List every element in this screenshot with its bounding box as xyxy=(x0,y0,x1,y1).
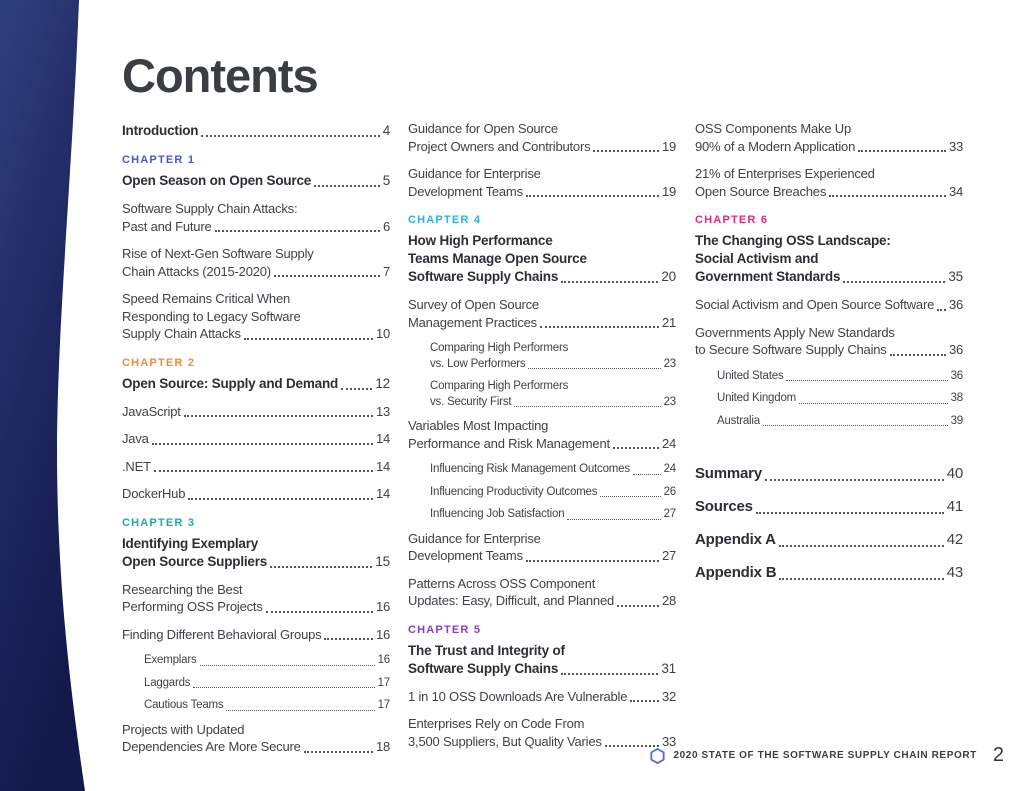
entry-page-number: 15 xyxy=(375,553,390,569)
toc-entry[interactable] xyxy=(408,688,676,706)
footer-page-number: 2 xyxy=(992,744,1004,766)
entry-page-number: 13 xyxy=(375,403,390,419)
toc-entry[interactable] xyxy=(122,535,390,571)
entry-title-line: Comparing High Performers xyxy=(430,380,569,392)
entry-title: Open Source Breaches xyxy=(695,183,827,199)
dot-leader xyxy=(858,150,946,152)
entry-title-line: Identifying Exemplary xyxy=(122,535,259,551)
entry-title: Performance and Risk Management xyxy=(408,435,610,451)
dot-leader xyxy=(526,560,659,562)
dot-leader xyxy=(779,578,943,580)
entry-title: Management Practices xyxy=(408,314,537,330)
entry-title-line: Rise of Next-Gen Software Supply xyxy=(122,246,314,261)
chapter-label: CHAPTER 3 xyxy=(122,516,196,529)
entry-page-number: 24 xyxy=(663,463,676,475)
entry-title: Influencing Productivity Outcomes xyxy=(430,485,598,498)
entry-title-line: Guidance for Enterprise xyxy=(408,166,541,181)
entry-title: Open Source Suppliers xyxy=(122,553,268,569)
dot-leader xyxy=(890,354,946,356)
entry-title: Development Teams xyxy=(408,548,523,563)
entry-page-number: 33 xyxy=(661,733,676,749)
column-spacer xyxy=(695,436,963,464)
dot-leader xyxy=(528,368,660,369)
toc-entry[interactable] xyxy=(122,403,390,421)
entry-page-number: 24 xyxy=(661,435,676,451)
entry-title-line: Software Supply Chain Attacks: xyxy=(122,201,298,216)
entry-title-line: 21% of Enterprises Experienced xyxy=(695,166,875,181)
dot-leader xyxy=(763,425,948,426)
entry-title: Influencing Job Satisfaction xyxy=(430,508,565,520)
entry-title: Software Supply Chains xyxy=(408,269,559,284)
toc-sub-entry[interactable] xyxy=(430,341,676,372)
toc-sub-entry[interactable] xyxy=(430,507,676,523)
page-title: Contents xyxy=(122,49,318,102)
entry-page-number: 31 xyxy=(661,660,676,676)
toc-sub-entry[interactable] xyxy=(430,379,676,410)
page-footer xyxy=(650,744,1004,767)
entry-page-number: 21 xyxy=(661,314,676,330)
entry-page-number: 43 xyxy=(946,564,963,581)
chapter-label: CHAPTER 6 xyxy=(695,214,769,226)
dot-leader xyxy=(526,195,659,197)
dot-leader xyxy=(756,512,944,514)
entry-title-line: OSS Components Make Up xyxy=(695,121,852,136)
toc-sub-entry[interactable] xyxy=(717,391,963,407)
entry-page-number: 27 xyxy=(663,508,676,520)
toc-entry[interactable] xyxy=(122,375,390,393)
toc-entry[interactable] xyxy=(408,120,676,155)
entry-page-number: 28 xyxy=(661,593,676,608)
dot-leader xyxy=(829,195,946,197)
entry-page-number: 38 xyxy=(950,392,963,404)
entry-page-number: 16 xyxy=(377,654,390,666)
entry-page-number: 5 xyxy=(382,173,390,188)
footer-report-title: 2020 STATE OF THE SOFTWARE SUPPLY CHAIN REPORT xyxy=(673,750,977,761)
toc-entry[interactable] xyxy=(695,324,963,359)
toc-entry[interactable] xyxy=(408,417,676,452)
dot-leader xyxy=(324,638,373,640)
entry-title: Sources xyxy=(695,498,753,515)
entry-page-number: 32 xyxy=(661,688,676,704)
entry-page-number: 12 xyxy=(375,375,390,391)
entry-page-number: 4 xyxy=(382,123,390,138)
entry-title-line: Guidance for Enterprise xyxy=(408,530,541,546)
entry-title: Open Season on Open Source xyxy=(122,173,312,188)
dot-leader xyxy=(274,275,380,277)
entry-page-number: 14 xyxy=(375,486,390,501)
entry-page-number: 40 xyxy=(946,465,963,482)
toc-entry[interactable] xyxy=(695,563,963,583)
entry-title: Laggards xyxy=(144,676,191,689)
entry-title: vs. Low Performers xyxy=(430,357,526,370)
chapter-label: CHAPTER 2 xyxy=(122,356,196,369)
entry-title-line: Responding to Legacy Software xyxy=(122,308,301,324)
dot-leader xyxy=(244,338,373,340)
toc-entry[interactable] xyxy=(122,721,390,756)
entry-title: Software Supply Chains xyxy=(408,660,559,676)
entry-title: 3,500 Suppliers, But Quality Varies xyxy=(408,733,602,749)
toc-sub-entry[interactable] xyxy=(717,369,963,385)
entry-page-number: 36 xyxy=(948,297,963,312)
entry-title-line: Enterprises Rely on Code From xyxy=(408,716,585,731)
entry-page-number: 23 xyxy=(663,357,676,370)
dot-leader xyxy=(201,135,379,137)
entry-title-line: Variables Most Impacting xyxy=(408,418,549,433)
entry-title: Australia xyxy=(717,414,760,427)
entry-title-line: Projects with Updated xyxy=(122,721,245,737)
toc-sub-entry[interactable] xyxy=(144,653,390,669)
toc-entry[interactable] xyxy=(695,296,963,314)
entry-title: Exemplars xyxy=(144,654,197,666)
dot-leader xyxy=(304,751,373,753)
entry-title-line: Speed Remains Critical When xyxy=(122,291,291,306)
dot-leader xyxy=(633,474,661,475)
entry-title-line: The Changing OSS Landscape: xyxy=(695,233,891,248)
toc-entry[interactable] xyxy=(408,642,676,678)
chapter-label: CHAPTER 4 xyxy=(408,214,482,226)
toc-entry[interactable] xyxy=(122,245,390,280)
dot-leader xyxy=(617,605,659,607)
entry-title-line: Governments Apply New Standards xyxy=(695,324,895,340)
dot-leader xyxy=(314,185,380,187)
dot-leader xyxy=(779,545,944,547)
entry-page-number: 42 xyxy=(946,531,963,548)
dot-leader xyxy=(600,496,660,497)
entry-title: to Secure Software Supply Chains xyxy=(695,342,887,357)
entry-title: Cautious Teams xyxy=(144,699,224,711)
entry-page-number: 27 xyxy=(661,548,676,563)
dot-leader xyxy=(799,403,948,404)
entry-title: Updates: Easy, Difficult, and Planned xyxy=(408,593,615,608)
dot-leader xyxy=(226,710,374,711)
toc-entry[interactable] xyxy=(408,530,676,565)
entry-title: Project Owners and Contributors xyxy=(408,138,591,154)
entry-page-number: 19 xyxy=(661,138,676,154)
entry-page-number: 6 xyxy=(382,218,390,234)
dot-leader xyxy=(561,673,658,675)
entry-page-number: 41 xyxy=(946,498,963,515)
entry-page-number: 36 xyxy=(950,369,963,382)
entry-page-number: 17 xyxy=(377,676,390,689)
entry-title: Appendix B xyxy=(695,564,777,581)
dot-leader xyxy=(561,281,658,283)
entry-title-line: How High Performance xyxy=(408,233,553,248)
entry-title: JavaScript xyxy=(122,403,181,419)
chapter-label: CHAPTER 5 xyxy=(408,623,482,636)
toc-entry[interactable] xyxy=(408,715,676,750)
entry-page-number: 16 xyxy=(375,626,390,642)
dot-leader xyxy=(266,611,373,613)
toc-sub-entry[interactable] xyxy=(430,485,676,501)
entry-title-line: The Trust and Integrity of xyxy=(408,642,565,658)
toc-entry[interactable] xyxy=(695,165,963,200)
toc-sub-entry[interactable] xyxy=(144,676,390,692)
entry-title: Past and Future xyxy=(122,218,212,234)
toc-entry[interactable] xyxy=(408,575,676,610)
entry-title-line: Researching the Best xyxy=(122,581,243,597)
entry-page-number: 26 xyxy=(663,485,676,498)
entry-title: Introduction xyxy=(122,123,199,138)
entry-title: Finding Different Behavioral Groups xyxy=(122,626,322,642)
dot-leader xyxy=(613,447,659,449)
toc-entry[interactable] xyxy=(122,430,390,448)
toc-entry[interactable] xyxy=(122,485,390,503)
entry-page-number: 39 xyxy=(950,414,963,427)
entry-page-number: 20 xyxy=(661,269,676,284)
entry-title: Dependencies Are More Secure xyxy=(122,739,301,754)
toc-entry[interactable] xyxy=(695,530,963,550)
entry-title-line: Teams Manage Open Source xyxy=(408,251,587,266)
entry-title: Government Standards xyxy=(695,269,841,284)
toc-entry[interactable] xyxy=(695,464,963,484)
dot-leader xyxy=(270,566,372,568)
sidebar-graphic xyxy=(0,0,100,791)
toc-column-2 xyxy=(408,120,676,760)
entry-title: Open Source: Supply and Demand xyxy=(122,375,339,391)
toc-entry[interactable] xyxy=(695,497,963,517)
dot-leader xyxy=(630,700,659,702)
entry-page-number: 10 xyxy=(375,326,390,341)
entry-page-number: 36 xyxy=(948,342,963,357)
dot-leader xyxy=(200,665,375,666)
entry-title: Summary xyxy=(695,465,762,482)
toc-entry[interactable] xyxy=(122,626,390,644)
toc-entry[interactable] xyxy=(695,232,963,286)
dot-leader xyxy=(193,687,374,688)
dot-leader xyxy=(937,309,946,311)
entry-title: Supply Chain Attacks xyxy=(122,326,241,341)
entry-title-line: Comparing High Performers xyxy=(430,342,569,354)
toc-sub-entry[interactable] xyxy=(144,698,390,714)
entry-title: United Kingdom xyxy=(717,392,797,404)
entry-page-number: 14 xyxy=(375,458,390,474)
dot-leader xyxy=(765,479,944,481)
toc-entry[interactable] xyxy=(408,232,676,286)
dot-leader xyxy=(215,230,380,232)
chapter-label: CHAPTER 1 xyxy=(122,154,196,166)
entry-page-number: 18 xyxy=(375,739,390,754)
entry-title: vs. Security First xyxy=(430,395,512,408)
entry-page-number: 14 xyxy=(375,431,390,446)
entry-page-number: 7 xyxy=(382,263,390,279)
dot-leader xyxy=(540,326,659,328)
toc-entry[interactable] xyxy=(122,172,390,190)
toc-entry[interactable] xyxy=(122,200,390,235)
dot-leader xyxy=(786,380,947,381)
entry-title: Social Activism and Open Source Software xyxy=(695,297,935,312)
entry-title: Influencing Risk Management Outcomes xyxy=(430,463,630,475)
toc-sub-entry[interactable] xyxy=(430,462,676,478)
entry-title: 90% of a Modern Application xyxy=(695,138,856,154)
entry-page-number: 16 xyxy=(375,599,390,614)
entry-title: Development Teams xyxy=(408,183,523,199)
dot-leader xyxy=(154,470,373,472)
entry-title-line: Social Activism and xyxy=(695,251,819,266)
toc-entry[interactable] xyxy=(695,120,963,155)
entry-title: Chain Attacks (2015-2020) xyxy=(122,263,271,279)
entry-page-number: 35 xyxy=(948,269,963,284)
toc-entry[interactable] xyxy=(122,290,390,343)
entry-title: Performing OSS Projects xyxy=(122,599,263,614)
toc-column-1 xyxy=(122,122,390,766)
toc-entry[interactable] xyxy=(408,296,676,331)
entry-title: 1 in 10 OSS Downloads Are Vulnerable xyxy=(408,688,628,704)
toc-entry[interactable] xyxy=(122,581,390,616)
entry-title: DockerHub xyxy=(122,486,186,501)
entry-page-number: 17 xyxy=(377,699,390,711)
toc-entry[interactable] xyxy=(122,458,390,476)
toc-entry[interactable] xyxy=(408,165,676,200)
dot-leader xyxy=(843,281,945,283)
dot-leader xyxy=(152,443,373,445)
entry-title: Java xyxy=(122,431,149,446)
dot-leader xyxy=(184,415,373,417)
dot-leader xyxy=(188,498,373,500)
dot-leader xyxy=(514,406,660,407)
dot-leader xyxy=(341,388,372,390)
dot-leader xyxy=(567,519,660,520)
entry-title: Appendix A xyxy=(695,531,776,548)
entry-title-line: Guidance for Open Source xyxy=(408,121,558,136)
entry-title: United States xyxy=(717,369,784,382)
entry-title-line: Patterns Across OSS Component xyxy=(408,575,596,591)
entry-page-number: 34 xyxy=(948,183,963,199)
toc-sub-entry[interactable] xyxy=(717,414,963,430)
entry-page-number: 33 xyxy=(948,138,963,154)
entry-title: .NET xyxy=(122,458,151,474)
entry-page-number: 19 xyxy=(661,183,676,199)
entry-title-line: Survey of Open Source xyxy=(408,297,539,312)
toc-entry[interactable] xyxy=(122,122,390,140)
entry-page-number: 23 xyxy=(663,395,676,408)
dot-leader xyxy=(593,150,659,152)
toc-column-3 xyxy=(695,120,963,596)
hexagon-logo-icon xyxy=(650,748,665,764)
